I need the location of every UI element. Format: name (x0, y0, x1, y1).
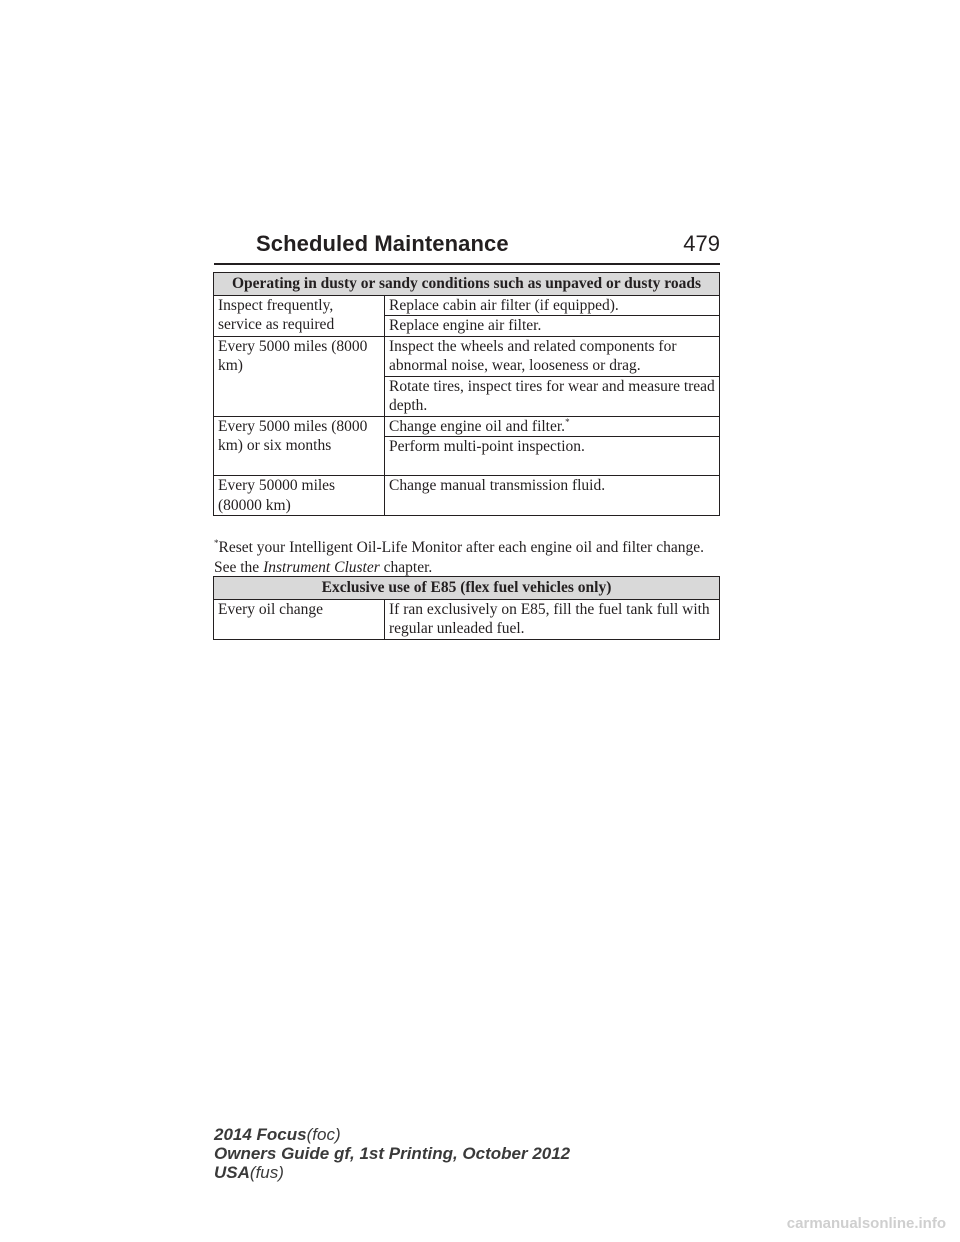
footnote-mark: * (214, 538, 219, 548)
e85-table-heading: Exclusive use of E85 (flex fuel vehicles only) (214, 577, 720, 600)
dusty-table-heading: Operating in dusty or sandy conditions such as unpaved or dusty roads (214, 273, 720, 296)
interval-cell: Every oil change (214, 599, 385, 639)
footer-line-region (214, 1163, 570, 1182)
footer-region: USA (214, 1163, 250, 1182)
footnote-text-after: chapter. (383, 558, 433, 576)
section-title: Scheduled Maintenance (256, 231, 509, 256)
footnote-mark: * (565, 416, 570, 427)
footnote-chapter-reference: Instrument Cluster (263, 558, 380, 576)
page-header (214, 227, 720, 265)
footer-line-model (214, 1125, 570, 1144)
e85-table (213, 576, 720, 640)
interval-cell: Every 5000 miles (8000 km) or six months (214, 416, 385, 476)
footer-model-code: (foc) (306, 1125, 341, 1144)
page-footer (214, 1125, 570, 1182)
task-text: Change engine oil and filter. (389, 417, 566, 435)
interval-cell: Every 50000 miles (80000 km) (214, 476, 385, 516)
task-cell: Rotate tires, inspect tires for wear and measure tread depth. (385, 376, 720, 416)
interval-cell: Inspect frequently, service as required (214, 295, 385, 336)
footer-region-code: (fus) (249, 1163, 284, 1182)
footnote (214, 534, 724, 577)
dusty-conditions-table (213, 272, 720, 516)
task-cell: Inspect the wheels and related components for abnormal noise, wear, looseness or drag. (385, 336, 720, 376)
task-cell: Replace engine air filter. (385, 316, 720, 337)
task-cell (385, 416, 720, 437)
footer-guide: Owners Guide gf, 1st Printing, October 2012 (214, 1144, 571, 1163)
page-number: 479 (683, 231, 720, 256)
task-cell: If ran exclusively on E85, fill the fuel tank full with regular unleaded fuel. (385, 599, 720, 639)
task-cell: Change manual transmission fluid. (385, 476, 720, 516)
task-cell: Replace cabin air filter (if equipped). (385, 295, 720, 316)
footer-model: 2014 Focus (214, 1125, 307, 1144)
interval-cell: Every 5000 miles (8000 km) (214, 336, 385, 416)
task-cell: Perform multi-point inspection. (385, 437, 720, 476)
watermark: carmanualsonline.info (786, 1215, 946, 1232)
footnote-text-before: Reset your Intelligent Oil-Life Monitor after each engine oil and filter change. See the (214, 539, 704, 576)
